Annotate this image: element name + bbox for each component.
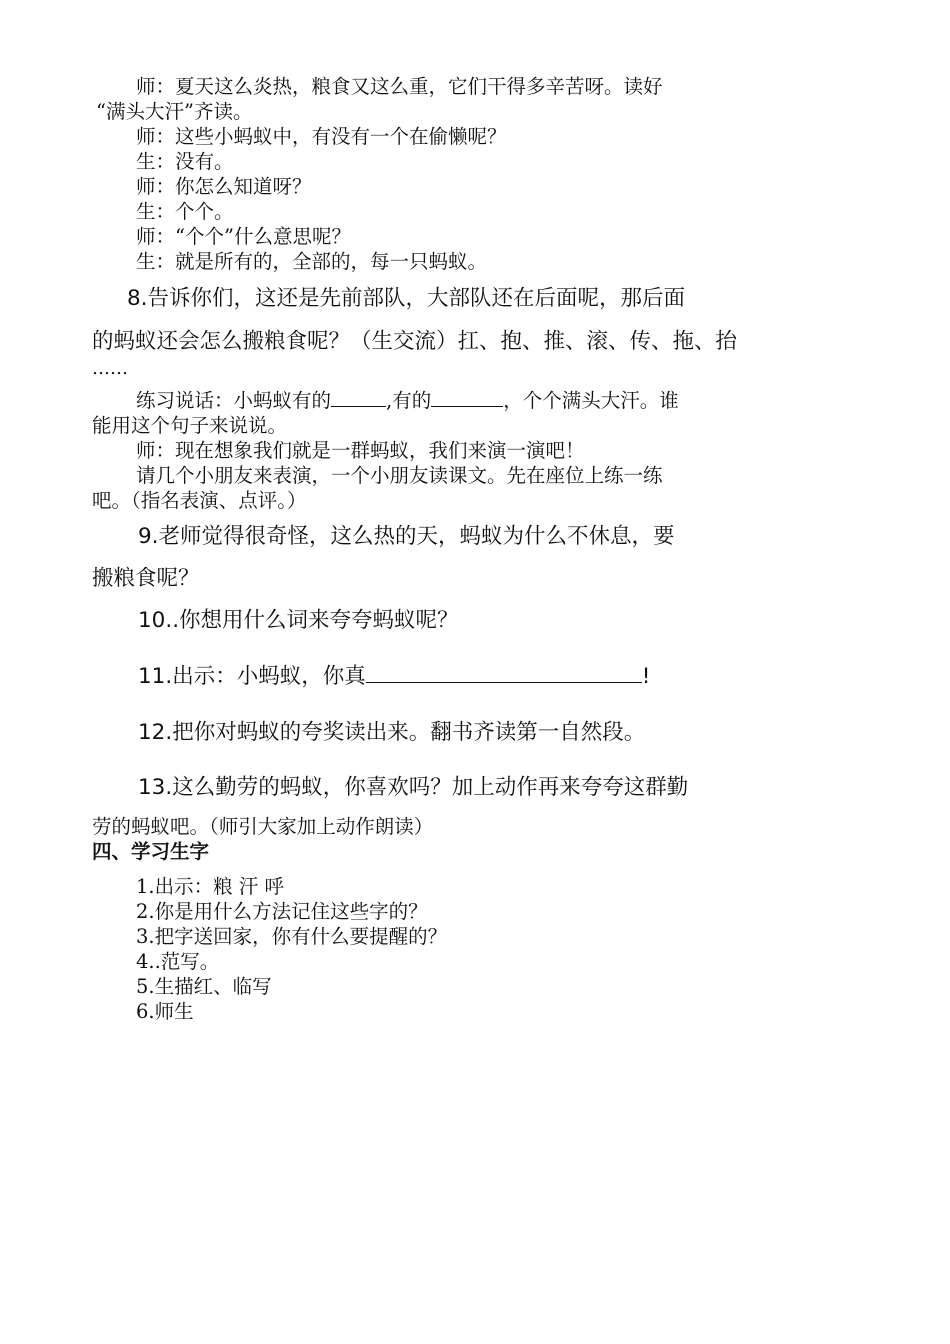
list-item: 2.你是用什么方法记住这些字的？	[136, 900, 428, 923]
item-text: 这么勤劳的蚂蚁，你喜欢吗？加上动作再来夸夸这群勤	[172, 775, 689, 800]
dialogue-line: 师：“个个”什么意思呢？	[136, 225, 351, 248]
item-13	[138, 773, 688, 803]
item-text: 出示：小蚂蚁，你真	[172, 664, 366, 689]
practice-continuation: 能用这个句子来说说。	[92, 414, 288, 437]
item-number: 11.	[138, 664, 173, 689]
item-text: 把你对蚂蚁的夸奖读出来。翻书齐读第一自然段。	[172, 720, 646, 745]
item-10	[138, 606, 459, 636]
item-9-continuation: 搬粮食呢？	[92, 566, 200, 591]
list-item: 3.把字送回家，你有什么要提醒的？	[136, 925, 448, 948]
dialogue-line: 师：你怎么知道呀？	[136, 175, 312, 198]
item-end-mark: !	[641, 664, 651, 689]
item-text: 告诉你们，这还是先前部队，大部队还在后面呢，那后面	[147, 286, 686, 311]
fill-blank	[331, 405, 386, 407]
list-item: 5.生描红、临写	[136, 975, 272, 998]
dialogue-line: 生：没有。	[136, 150, 234, 173]
item-13-continuation: 劳的蚂蚁吧。（师引大家加上动作朗读）	[92, 815, 434, 838]
practice-text: 练习说话：小蚂蚁有的	[136, 389, 332, 412]
list-item: 4..范写。	[136, 950, 220, 973]
dialogue-line: 师：这些小蚂蚁中，有没有一个在偷懒呢？	[136, 125, 507, 148]
section-heading: 四、学习生字	[92, 840, 210, 863]
item-text: 你想用什么词来夸夸蚂蚁呢？	[179, 608, 459, 633]
item-text: 老师觉得很奇怪，这么热的天，蚂蚁为什么不休息，要	[158, 524, 675, 549]
teacher-line: 师：现在想象我们就是一群蚂蚁，我们来演一演吧！	[136, 439, 585, 462]
item-8-continuation: 的蚂蚁还会怎么搬粮食呢？（生交流）扛、抱、推、滚、传、拖、抬	[92, 329, 738, 354]
perform-line: 请几个小朋友来表演，一个小朋友读课文。先在座位上练一练	[136, 464, 663, 487]
item-9	[138, 522, 675, 552]
practice-text: ，个个满头大汗。谁	[503, 389, 679, 412]
item-number: 13.	[138, 775, 173, 800]
dialogue-line: 生：就是所有的，全部的，每一只蚂蚁。	[136, 250, 488, 273]
dialogue-line: “满头大汗”齐读。	[96, 100, 253, 123]
item-number: 8.	[127, 286, 148, 311]
item-11	[138, 662, 650, 692]
fill-blank	[366, 681, 642, 683]
list-item: 6.师生	[136, 1000, 194, 1023]
list-item: 1.出示：粮 汗 呼	[136, 875, 285, 898]
item-number: 9.	[138, 524, 159, 549]
item-12	[138, 718, 645, 748]
practice-text: ,有的	[386, 389, 432, 412]
item-number: 10..	[138, 608, 180, 633]
fill-blank	[431, 405, 503, 407]
item-number: 12.	[138, 720, 173, 745]
item-8-ellipsis: ……	[92, 358, 128, 379]
item-8	[127, 284, 685, 314]
perform-continuation: 吧。（指名表演、点评。）	[92, 489, 307, 512]
dialogue-line: 师：夏天这么炎热，粮食又这么重，它们干得多辛苦呀。读好	[136, 75, 663, 98]
dialogue-line: 生：个个。	[136, 200, 234, 223]
practice-sentence	[136, 388, 679, 413]
